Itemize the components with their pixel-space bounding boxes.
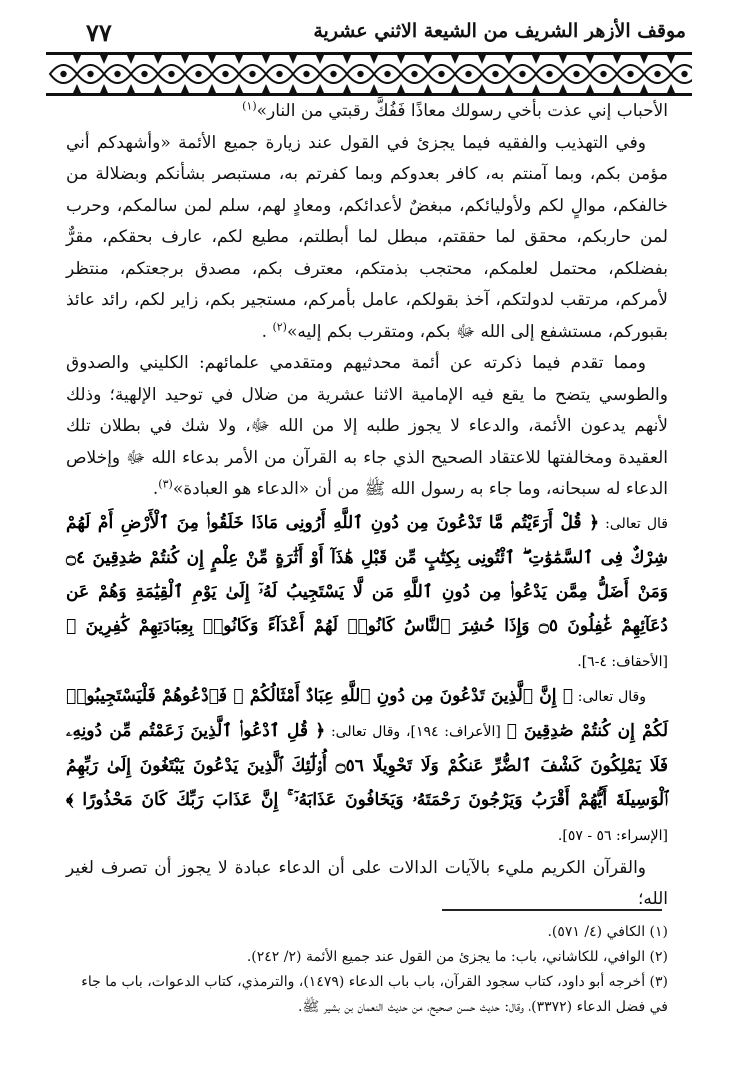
ornament-tooth: [613, 84, 621, 93]
ornament-dot: [573, 71, 579, 77]
ornament-tooth: [127, 84, 135, 93]
ornament-tooth: [181, 84, 189, 93]
ornament-tooth: [262, 84, 270, 93]
ornament-tooth: [640, 84, 648, 93]
ornament-dot: [303, 71, 309, 77]
page-number: ٧٧: [86, 18, 112, 47]
main-text: [66, 96, 668, 916]
quran-verse-2: ﴿ إِنَّ ٱلَّذِينَ تَدْعُونَ مِن دُونِ ٱللَّهِ عِبَادٌ أَمْثَالُكُمْ ۖ فَٱدْعُوهُمْ فَلْيَسْتَجِيبُوا۟ لَكُمْ إِن كُنتُمْ صَٰدِقِينَ ﴾: [66, 685, 668, 741]
ornament-tooth: [235, 55, 243, 64]
footnotes: [64, 920, 668, 1020]
ornament-dot: [114, 71, 120, 77]
ornament-dot: [492, 71, 498, 77]
ornament-dot: [168, 71, 174, 77]
quran-intro-3: وقال تعالى:: [325, 723, 401, 740]
ornament-dot: [195, 71, 201, 77]
quran-ref-1: [الأحقاف: ٤-٦].: [577, 653, 668, 670]
ornament-tooth: [559, 84, 567, 93]
ornament-tooth: [127, 55, 135, 64]
quran-block-2: [66, 679, 668, 853]
paragraph-3: [66, 348, 668, 506]
quran-block-1: [66, 506, 668, 679]
footnote-2: (٢) الوافي، للكاشاني، باب: ما يجزئ من القول عند جميع الأئمة (٢/ ٢٤٢).: [246, 949, 668, 965]
ornament-tooth: [532, 84, 540, 93]
ornament-dot: [141, 71, 147, 77]
ornament-tooth: [613, 55, 621, 64]
ornament-tooth: [397, 84, 405, 93]
quran-intro-2: وقال تعالى:: [572, 688, 647, 705]
paragraph-2: [66, 128, 668, 349]
ornament-tooth: [505, 84, 513, 93]
ornament-tooth: [289, 55, 297, 64]
ornament-tooth: [370, 84, 378, 93]
ornament-tooth: [370, 55, 378, 64]
quran-intro-1: قال تعالى:: [599, 515, 668, 532]
ornament-tooth: [505, 55, 513, 64]
ornament-tooth: [181, 55, 189, 64]
ornament-tooth: [73, 55, 81, 64]
ornament-tooth: [559, 55, 567, 64]
ornament-tooth: [397, 55, 405, 64]
ornament-dot: [546, 71, 552, 77]
footnote-ref-2: (٢): [272, 319, 287, 333]
ornamental-border-band: [46, 52, 692, 96]
ornament-dot: [654, 71, 660, 77]
ornament-tooth: [667, 55, 675, 64]
footnote-3: (٣) أخرجه أبو داود، كتاب سجود القرآن، باب باب الدعاء (١٤٧٩)، والترمذي، كتاب الدعوات، باب ما جاء في فضل الدعاء (٣٣٧٢)، وقال: حديث حسن صحيح، من حديث النعمان بن بشير ﷺ.: [81, 974, 668, 1015]
ornament-tooth: [532, 55, 540, 64]
quran-verse-1: ﴿ قُلْ أَرَءَيْتُم مَّا تَدْعُونَ مِن دُونِ ٱللَّهِ أَرُونِى مَاذَا خَلَقُوا۟ مِنَ ٱلْأَرْضِ أَمْ لَهُمْ شِرْكٌ فِى ٱلسَّمَٰوَٰتِ ۖ ٱئْتُونِى بِكِتَٰبٍ مِّن قَبْلِ هَٰذَآ أَوْ أَثَٰرَةٍ مِّنْ عِلْمٍ إِن كُنتُمْ صَٰدِقِينَ ۝٤ وَمَنْ أَضَلُّ مِمَّن يَدْعُوا۟ مِن دُونِ ٱللَّهِ مَن لَّا يَسْتَجِيبُ لَهُۥٓ إِلَىٰ يَوْمِ ٱلْقِيَٰمَةِ وَهُمْ عَن دُعَآئِهِمْ غَٰفِلُونَ ۝٥ وَإِذَا حُشِرَ ٱلنَّاسُ كَانُوا۟ لَهُمْ أَعْدَآءً وَكَانُوا۟ بِعِبَادَتِهِمْ كَٰفِرِينَ ﴾: [66, 512, 668, 636]
quran-ref-2: [الأعراف: ١٩٤]،: [400, 723, 507, 740]
quran-ref-3: [الإسراء: ٥٦ - ٥٧].: [557, 827, 668, 844]
paragraph-3-text: ومما تقدم فيما ذكرته عن أئمة محدثيهم ومتقدمي علمائهم: الكليني والصدوق والطوسي يتضح ما يقع فيه الإمامية الاثنا عشرية من ضلال في توحيد الإلهية؛ وذلك لأنهم يدعون الأئمة، والدعاء لا يجوز طلبه إلا من الله ﷻ، ولا شك في بطلان تلك العقيدة ومخالفتها للاعتقاد الصحيح الذي جاء به القرآن من الأمر بدعاء الله ﷻ وإخلاص الدعاء له سبحانه، وما جاء به رسول الله ﷺ من أن «الدعاء هو العبادة»: [66, 353, 668, 499]
ornament-dot: [384, 71, 390, 77]
ornament-tooth: [424, 55, 432, 64]
ornament-dot: [519, 71, 525, 77]
paragraph-3-end: .: [152, 479, 159, 499]
footnote-separator: [442, 909, 662, 911]
ornament-tooth: [100, 55, 108, 64]
ornament-tooth: [154, 55, 162, 64]
ornament-tooth: [154, 84, 162, 93]
ornament-tooth: [100, 84, 108, 93]
ornament-tooth: [73, 84, 81, 93]
paragraph-2-text: وفي التهذيب والفقيه فيما يجزئ في القول عند زيارة جميع الأئمة «وأشهدكم أني مؤمن بكم، وبما آمنتم به، كافر بعدوكم وبما كفرتم به، مستبصر بشأنكم وبضلالة من خالفكم، موالٍ لكم ولأوليائكم، مبغضٌ لأعدائكم، ومعادٍ لهم، سلم لمن سالمكم، وحرب لمن حاربكم، محقق لما حققتم، مبطل لما أبطلتم، مطيع لكم، عارف بحقكم، مقرٌّ بفضلكم، محتمل لعلمكم، محتجب بذمتكم، معترف بكم، مصدق برجعتكم، منتظر لأمركم، مرتقب لدولتكم، آخذ بقولكم، عامل بأمركم، مستجير بكم، زاير لكم، رائد عائذ بقبوركم، مستشفع إلى الله ﷻ بكم، ومتقرب بكم إليه»: [66, 132, 668, 342]
ornament-tooth: [586, 55, 594, 64]
ornament-tooth: [451, 55, 459, 64]
ornament-tooth: [640, 55, 648, 64]
paragraph-2-end: .: [261, 321, 273, 342]
running-title: موقف الأزهر الشريف من الشيعة الاثني عشرية: [313, 20, 686, 42]
paragraph-1-text: الأحباب إني عذت بأخي رسولك معاذًا فَفُكَّ رقبتي من النار»: [256, 101, 668, 121]
quran-verse-3: ﴿ قُلِ ٱدْعُوا۟ ٱلَّذِينَ زَعَمْتُم مِّن دُونِهِۦ فَلَا يَمْلِكُونَ كَشْفَ ٱلضُّرِّ عَنكُمْ وَلَا تَحْوِيلًا ۝٥٦ أُو۟لَٰٓئِكَ ٱلَّذِينَ يَدْعُونَ يَبْتَغُونَ إِلَىٰ رَبِّهِمُ ٱلْوَسِيلَةَ أَيُّهُمْ أَقْرَبُ وَيَرْجُونَ رَحْمَتَهُۥ وَيَخَافُونَ عَذَابَهُۥٓ ۚ إِنَّ عَذَابَ رَبِّكَ كَانَ مَحْذُورًا ﴾: [66, 720, 668, 810]
ornament-dot: [627, 71, 633, 77]
ornament-dot: [60, 71, 66, 77]
ornament-dot: [357, 71, 363, 77]
paragraph-1: [66, 96, 668, 128]
ornament-dot: [600, 71, 606, 77]
ornament-dot: [87, 71, 93, 77]
ornament-tooth: [208, 84, 216, 93]
closing-paragraph: والقرآن الكريم مليء بالآيات الدالات على أن الدعاء عبادة لا يجوز أن تصرف لغير الله؛: [66, 857, 668, 909]
ornament-tooth: [478, 84, 486, 93]
ornament-tooth: [586, 84, 594, 93]
ornament-graphic: [46, 52, 692, 96]
ornament-dot: [465, 71, 471, 77]
ornament-tooth: [451, 84, 459, 93]
footnote-ref-3: (٣): [158, 477, 173, 491]
ornament-dot: [681, 71, 687, 77]
ornament-dot: [276, 71, 282, 77]
ornament-dot: [411, 71, 417, 77]
ornament-tooth: [208, 55, 216, 64]
page-header: [46, 12, 692, 96]
ornament-tooth: [343, 55, 351, 64]
ornament-dot: [222, 71, 228, 77]
ornament-dot: [330, 71, 336, 77]
footnote-1: (١) الكافي (٤/ ٥٧١).: [547, 924, 668, 940]
ornament-tooth: [289, 84, 297, 93]
ornament-tooth: [478, 55, 486, 64]
ornament-tooth: [424, 84, 432, 93]
ornament-dot: [249, 71, 255, 77]
ornament-tooth: [262, 55, 270, 64]
ornament-dot: [438, 71, 444, 77]
ornament-tooth: [316, 55, 324, 64]
ornament-tooth: [316, 84, 324, 93]
ornament-tooth: [667, 84, 675, 93]
footnote-ref-1: (١): [242, 99, 257, 113]
ornament-tooth: [343, 84, 351, 93]
ornament-tooth: [235, 84, 243, 93]
